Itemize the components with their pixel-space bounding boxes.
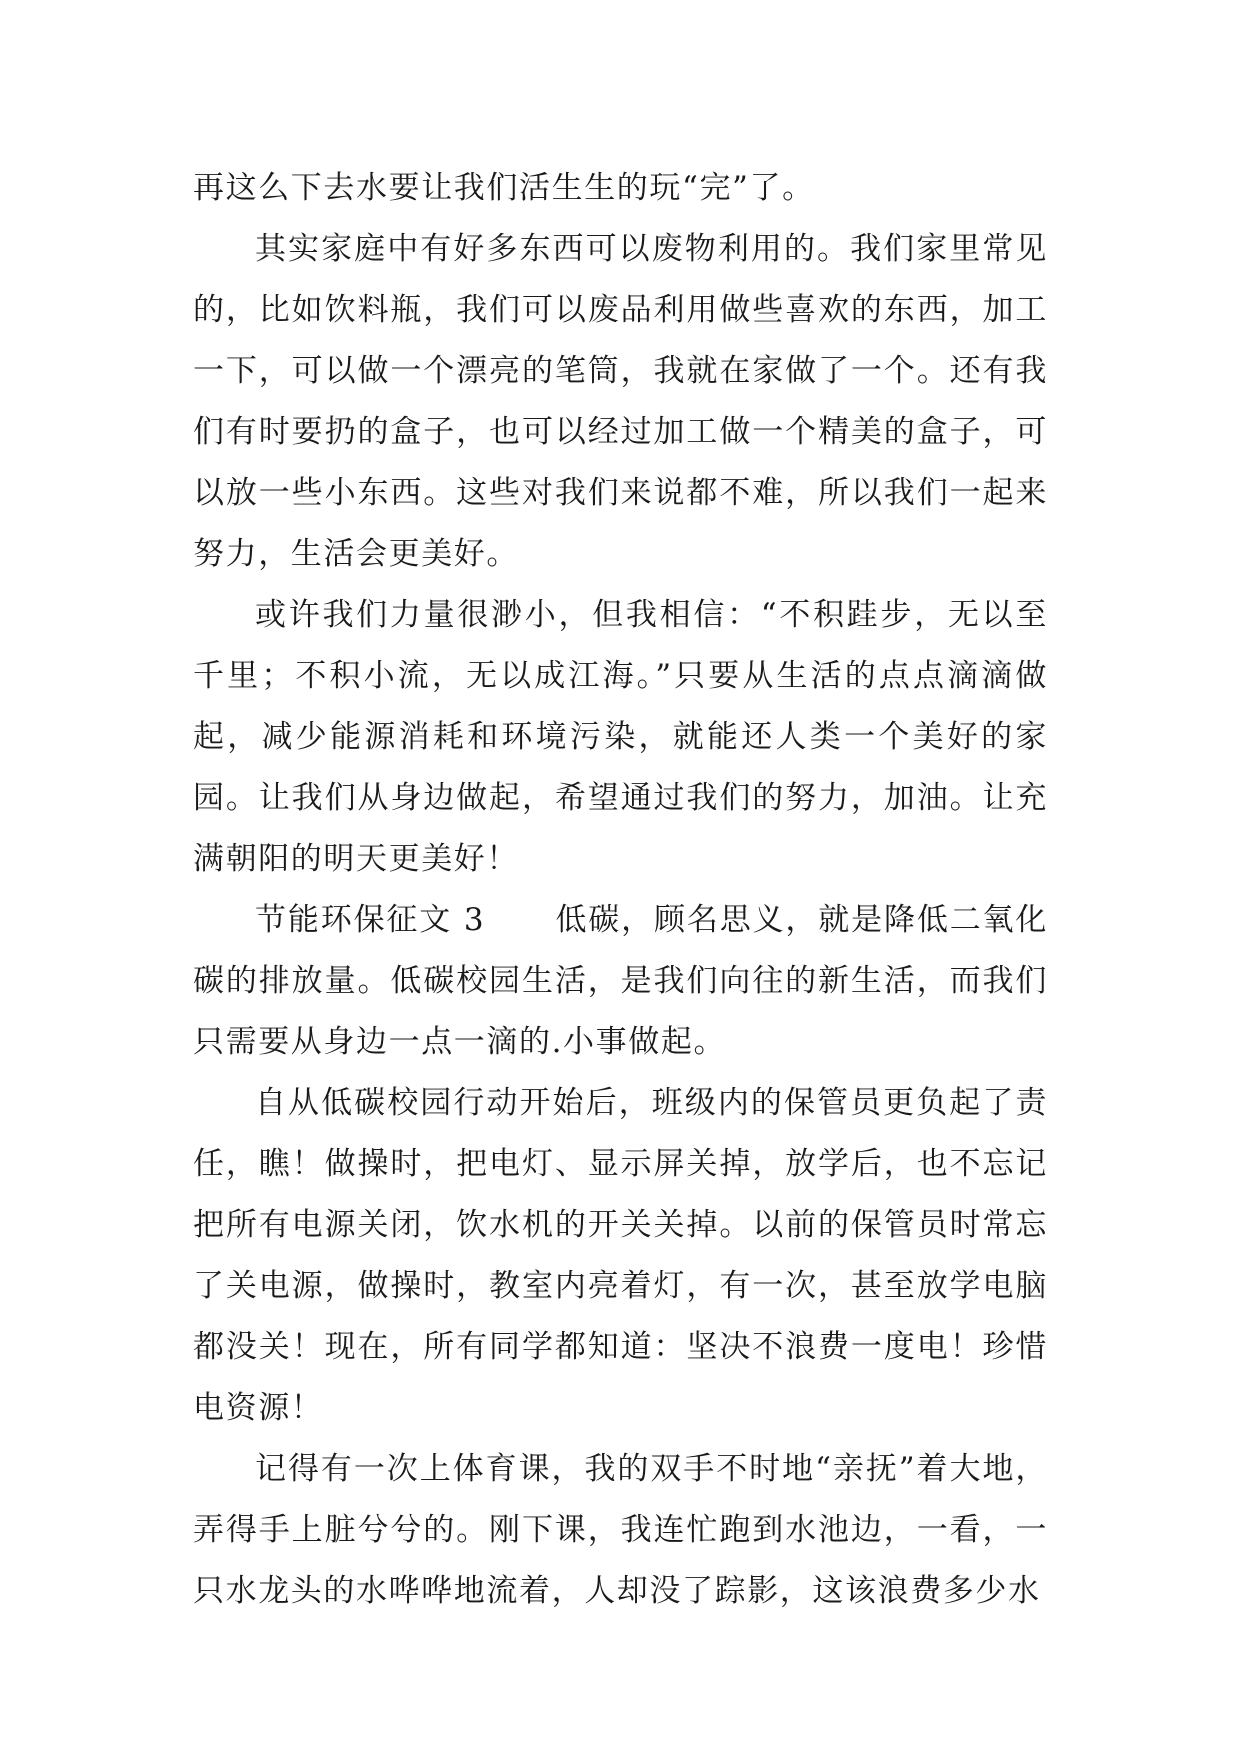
paragraph-3-text: 或许我们力量很渺小，但我相信：“不积跬步，无以至千里；不积小流，无以成江海。”只要从生活的点点滴滴做起，减少能源消耗和环境污染，就能还人类一个美好的家园。让我们从身边做起，希望通过我们的努力，加油。让充满朝阳的明天更美好！ <box>193 597 1048 877</box>
document-body <box>193 158 1048 1622</box>
paragraph-2 <box>193 219 1048 585</box>
paragraph-2-text: 其实家庭中有好多东西可以废物利用的。我们家里常见的，比如饮料瓶，我们可以废品利用做些喜欢的东西，加工一下，可以做一个漂亮的笔筒，我就在家做了一个。还有我们有时要扔的盒子，也可以经过加工做一个精美的盒子，可以放一些小东西。这些对我们来说都不难，所以我们一起来努力，生活会更美好。 <box>193 231 1048 572</box>
paragraph-5-text: 自从低碳校园行动开始后，班级内的保管员更负起了责任，瞧！做操时，把电灯、显示屏关掉，放学后，也不忘记把所有电源关闭，饮水机的开关关掉。以前的保管员时常忘了关电源，做操时，教室内亮着灯，有一次，甚至放学电脑都没关！现在，所有同学都知道：坚决不浪费一度电！珍惜电资源！ <box>193 1085 1048 1426</box>
paragraph-6-text: 记得有一次上体育课，我的双手不时地“亲抚”着大地，弄得手上脏兮兮的。刚下课，我连忙跑到水池边，一看，一只水龙头的水哗哗地流着，人却没了踪影，这该浪费多少水 <box>193 1451 1048 1609</box>
paragraph-3 <box>193 585 1048 890</box>
section-heading: 节能环保征文 3 <box>255 902 486 938</box>
paragraph-4 <box>193 890 1048 1073</box>
paragraph-1-text: 再这么下去水要让我们活生生的玩“完”了。 <box>193 170 815 206</box>
paragraph-1 <box>193 158 1048 219</box>
paragraph-6 <box>193 1439 1048 1622</box>
paragraph-5 <box>193 1073 1048 1439</box>
paragraph-4-text: 低碳，顾名思义，就是降低二氧化碳的排放量。低碳校园生活，是我们向往的新生活，而我们只需要从身边一点一滴的.小事做起。 <box>193 902 1049 1060</box>
heading-gap <box>485 902 555 938</box>
